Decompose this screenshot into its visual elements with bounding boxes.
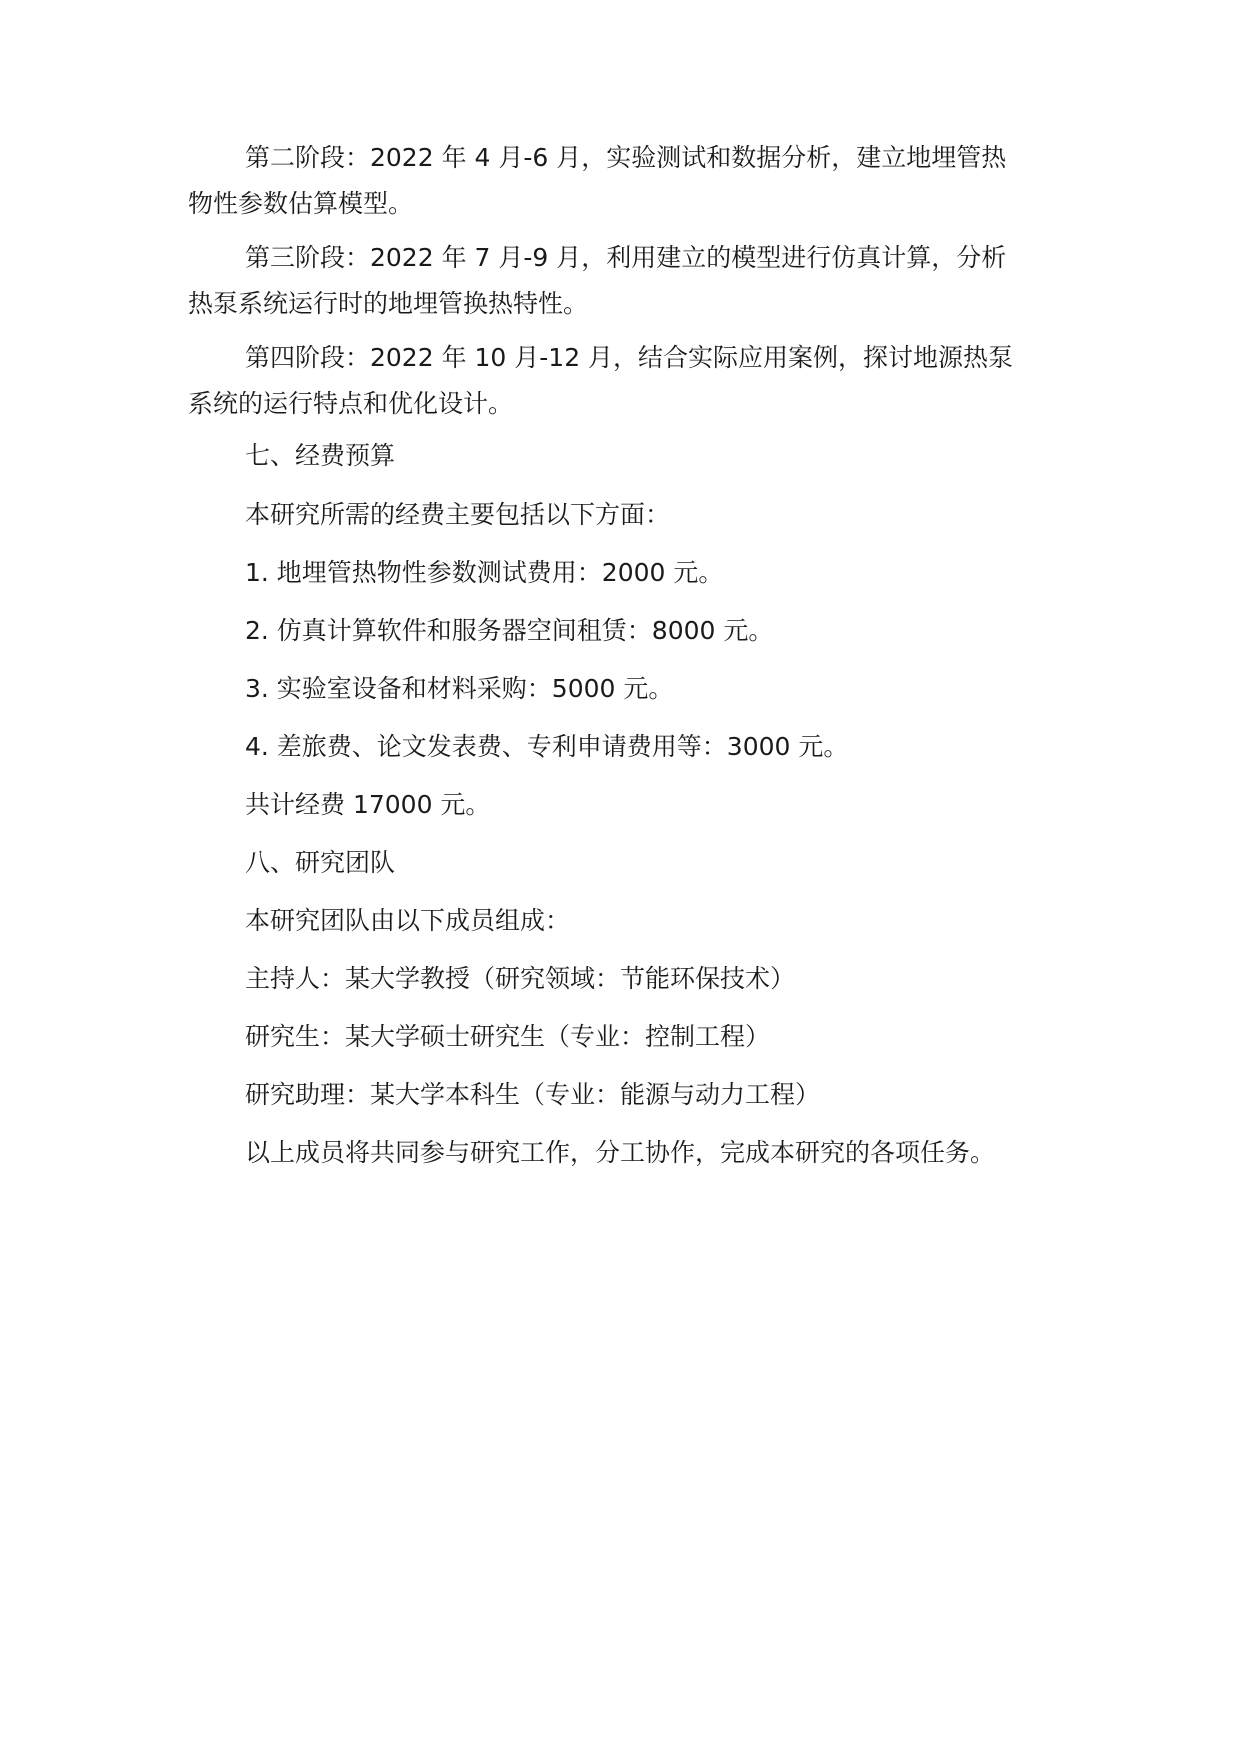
stage-3-paragraph [188, 235, 1068, 327]
budget-item-3: 3. 实验室设备和材料采购：5000 元。 [245, 674, 674, 703]
stage-3-line-2: 热泵系统运行时的地埋管换热特性。 [188, 289, 589, 318]
stage-2-line-1: 第二阶段：2022 年 4 月-6 月，实验测试和数据分析，建立地埋管热 [245, 143, 1007, 172]
team-member-3: 研究助理：某大学本科生（专业：能源与动力工程） [245, 1080, 821, 1109]
budget-intro: 本研究所需的经费主要包括以下方面： [245, 500, 671, 529]
team-intro: 本研究团队由以下成员组成： [245, 906, 571, 935]
budget-item-4: 4. 差旅费、论文发表费、专利申请费用等：3000 元。 [245, 732, 849, 761]
stage-2-paragraph [188, 135, 1068, 227]
team-member-1: 主持人：某大学教授（研究领域：节能环保技术） [245, 964, 796, 993]
stage-4-paragraph [188, 335, 1068, 427]
stage-2-line-2: 物性参数估算模型。 [188, 189, 414, 218]
stage-3-line-1: 第三阶段：2022 年 7 月-9 月，利用建立的模型进行仿真计算，分析 [245, 243, 1007, 272]
budget-total: 共计经费 17000 元。 [245, 790, 491, 819]
stage-4-line-1: 第四阶段：2022 年 10 月-12 月，结合实际应用案例，探讨地源热泵 [245, 343, 1014, 372]
team-heading: 八、研究团队 [245, 848, 396, 877]
team-member-2: 研究生：某大学硕士研究生（专业：控制工程） [245, 1022, 771, 1051]
budget-item-2: 2. 仿真计算软件和服务器空间租赁：8000 元。 [245, 616, 774, 645]
budget-heading: 七、经费预算 [245, 441, 396, 470]
stage-4-line-2: 系统的运行特点和优化设计。 [188, 389, 514, 418]
budget-item-1: 1. 地埋管热物性参数测试费用：2000 元。 [245, 558, 724, 587]
team-closing: 以上成员将共同参与研究工作，分工协作，完成本研究的各项任务。 [245, 1138, 996, 1167]
